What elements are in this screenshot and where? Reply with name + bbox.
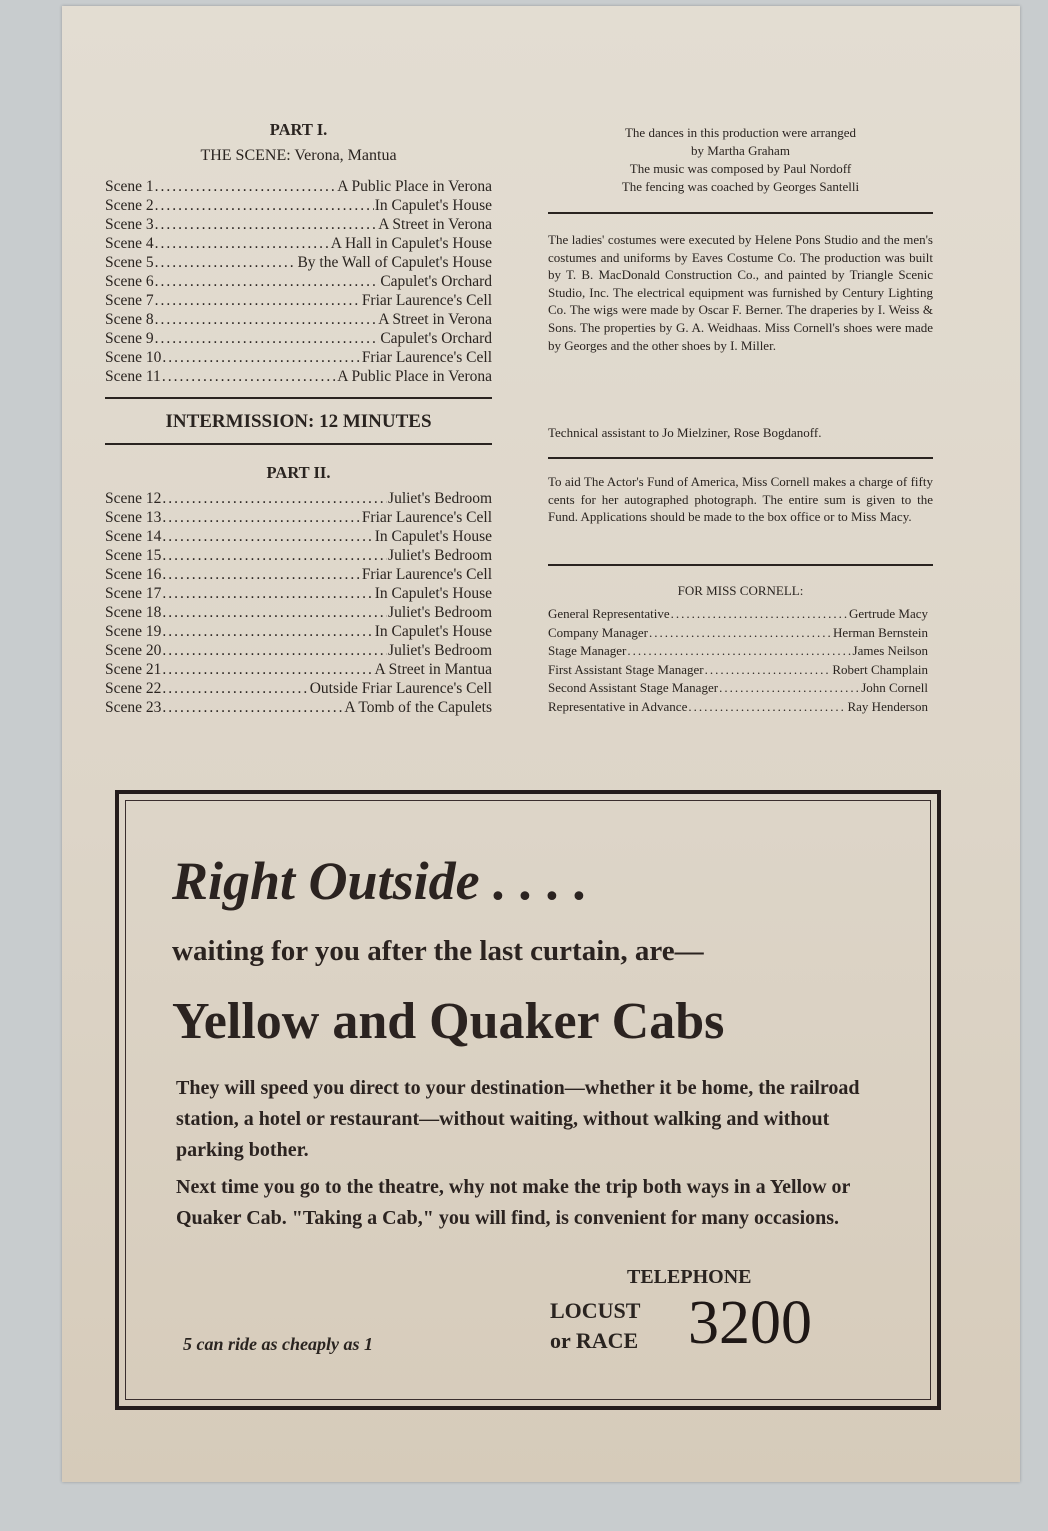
scene-row-value: Juliet's Bedroom — [388, 490, 492, 507]
actors-fund-note: To aid The Actor's Fund of America, Miss Cornell makes a charge of fifty cents for her autographed photograph. The entire sum is given to the Fund. Applications should be made to the box office or to Miss Macy. — [548, 474, 933, 525]
staff-row-value: Robert Champlain — [832, 661, 928, 677]
scene-row-value: A Street in Mantua — [374, 661, 492, 678]
exchange-race: or RACE — [550, 1328, 639, 1353]
scene-row-label: Scene 9 — [105, 330, 154, 347]
dot-leader — [162, 698, 343, 717]
scene-row-value: A Street in Verona — [378, 311, 492, 328]
dot-leader — [155, 310, 378, 329]
scene-row — [105, 348, 492, 367]
staff-row-value: Herman Bernstein — [833, 624, 928, 640]
scene-row-label: Scene 2 — [105, 197, 154, 214]
staff-row-label: First Assistant Stage Manager — [548, 661, 704, 677]
scene-row — [105, 310, 492, 329]
scene-row-label: Scene 23 — [105, 699, 162, 716]
dot-leader — [155, 177, 337, 196]
dot-leader — [155, 234, 330, 253]
staff-row-label: Stage Manager — [548, 643, 627, 658]
scene-row-label: Scene 12 — [105, 490, 162, 507]
staff-row-value: Gertrude Macy — [848, 606, 928, 621]
scene-row-value: A Hall in Capulet's House — [330, 235, 492, 252]
dot-leader — [155, 196, 374, 215]
divider — [105, 397, 492, 399]
scene-row — [105, 329, 492, 348]
staff-row — [548, 642, 928, 661]
scene-row — [105, 622, 492, 641]
scene-row — [105, 196, 492, 215]
scene-row-value: In Capulet's House — [374, 585, 492, 602]
scene-row — [105, 660, 492, 679]
part1-scene-list — [105, 177, 492, 386]
scene-row-value: A Public Place in Verona — [337, 368, 492, 385]
scene-row-label: Scene 13 — [105, 509, 162, 526]
staff-title: FOR MISS CORNELL: — [677, 583, 804, 598]
scene-row-label: Scene 3 — [105, 216, 154, 233]
scene-row-label: Scene 21 — [105, 661, 162, 678]
credit-line: by Martha Graham — [691, 143, 790, 158]
costumes-credit: The ladies' costumes were executed by Helene Pons Studio and the men's costumes and uniforms by Eaves Costume Co. The production was built by T. B. MacDonald Construction Co., and painted by Triangle Scenic Studio, Inc. The electrical equipment was furnished by Century Lighting Co. The wigs were made by Oscar F. Berner. The draperies by I. Weiss & Sons. The properties by G. A. Weidhaas. Miss Cornell's shoes were made by Georges and the other shoes by I. Miller. — [548, 232, 933, 353]
scene-row-value: In Capulet's House — [374, 623, 492, 640]
part2-scene-list — [105, 489, 492, 717]
divider — [105, 443, 492, 445]
credit-line: The fencing was coached by Georges Santelli — [621, 179, 860, 194]
dot-leader — [162, 546, 387, 565]
ad-headline: Right Outside . . . . — [172, 851, 588, 911]
dot-leader — [162, 508, 360, 527]
dot-leader — [162, 603, 387, 622]
dot-leader — [162, 348, 360, 367]
scene-row-label: Scene 20 — [105, 642, 162, 659]
staff-row-value: James Neilson — [852, 643, 928, 658]
part2-title: PART II. — [266, 463, 331, 482]
credits-header — [548, 124, 933, 196]
telephone-number: 3200 — [688, 1289, 812, 1357]
ad-subhead: waiting for you after the last curtain, are— — [172, 935, 704, 967]
scene-row-label: Scene 8 — [105, 311, 154, 328]
scene-row-value: Friar Laurence's Cell — [361, 292, 492, 309]
scene-row — [105, 508, 492, 527]
dot-leader — [719, 679, 860, 698]
scene-row-value: A Tomb of the Capulets — [344, 699, 492, 716]
dot-leader — [155, 291, 361, 310]
scene-row-value: A Street in Verona — [378, 216, 492, 233]
scene-setting: THE SCENE: Verona, Mantua — [200, 147, 397, 164]
technical-credit: Technical assistant to Jo Mielziner, Rose Bogdanoff. — [548, 425, 822, 440]
dot-leader — [162, 660, 373, 679]
ad-brand: Yellow and Quaker Cabs — [172, 993, 725, 1050]
scene-row — [105, 367, 492, 386]
dot-leader — [162, 584, 373, 603]
scene-row-label: Scene 22 — [105, 680, 162, 697]
scene-row — [105, 584, 492, 603]
dot-leader — [155, 253, 297, 272]
ad-tagline: 5 can ride as cheaply as 1 — [183, 1334, 373, 1354]
scene-row — [105, 489, 492, 508]
ad-paragraph-2: Next time you go to the theatre, why not make the trip both ways in a Yellow or Quaker Cab. "Taking a Cab," you will find, is convenient for many occasions. — [176, 1176, 851, 1229]
scene-row-value: Outside Friar Laurence's Cell — [309, 680, 492, 697]
exchange-locust: LOCUST — [550, 1298, 641, 1323]
scene-row-label: Scene 6 — [105, 273, 154, 290]
dot-leader — [705, 661, 832, 680]
dot-leader — [155, 215, 378, 234]
scene-row-value: A Public Place in Verona — [337, 178, 492, 195]
staff-row — [548, 624, 928, 643]
scene-row — [105, 272, 492, 291]
scene-row-value: In Capulet's House — [374, 197, 492, 214]
staff-row-value: John Cornell — [861, 680, 928, 695]
staff-row-label: General Representative — [548, 606, 670, 621]
scene-row-label: Scene 4 — [105, 235, 154, 252]
scene-row — [105, 177, 492, 196]
staff-row — [548, 661, 928, 680]
telephone-label: TELEPHONE — [627, 1266, 752, 1288]
dot-leader — [155, 272, 380, 291]
dot-leader — [162, 527, 373, 546]
dot-leader — [162, 679, 308, 698]
scene-row — [105, 641, 492, 660]
scene-row — [105, 546, 492, 565]
staff-row-value: Ray Henderson — [847, 698, 928, 714]
dot-leader — [162, 641, 387, 660]
scene-row-value: Capulet's Orchard — [380, 273, 492, 290]
dot-leader — [162, 489, 387, 508]
ad-paragraph-1: They will speed you direct to your destination—whether it be home, the railroad station, a hotel or restaurant—without waiting, without walking and without parking bother. — [176, 1077, 860, 1161]
credit-line: The music was composed by Paul Nordoff — [629, 161, 852, 176]
scene-row — [105, 527, 492, 546]
scene-row-label: Scene 15 — [105, 547, 162, 564]
part1-title: PART I. — [269, 120, 328, 139]
scene-row — [105, 215, 492, 234]
scene-row-label: Scene 14 — [105, 528, 162, 545]
staff-row — [548, 679, 928, 698]
scene-row-label: Scene 10 — [105, 349, 162, 366]
scene-row-value: Friar Laurence's Cell — [361, 509, 492, 526]
scene-row-label: Scene 5 — [105, 254, 154, 271]
scene-row-label: Scene 7 — [105, 292, 154, 309]
staff-row-label: Representative in Advance — [548, 698, 688, 714]
scene-row-value: By the Wall of Capulet's House — [297, 254, 492, 271]
scene-row-value: In Capulet's House — [374, 528, 492, 545]
scene-row — [105, 603, 492, 622]
dot-leader — [627, 642, 851, 661]
credit-line: The dances in this production were arranged — [624, 125, 857, 140]
staff-row-label: Second Assistant Stage Manager — [548, 680, 719, 695]
staff-list — [548, 605, 928, 716]
scene-row-label: Scene 1 — [105, 178, 154, 195]
scene-row — [105, 253, 492, 272]
scene-row-value: Juliet's Bedroom — [388, 604, 492, 621]
intermission: INTERMISSION: 12 MINUTES — [165, 411, 432, 432]
divider — [548, 212, 933, 214]
dot-leader — [162, 565, 360, 584]
staff-row — [548, 698, 928, 717]
scene-row-value: Friar Laurence's Cell — [361, 566, 492, 583]
scene-row-label: Scene 19 — [105, 623, 162, 640]
divider — [548, 564, 933, 566]
scene-row-label: Scene 17 — [105, 585, 162, 602]
dot-leader — [162, 622, 373, 641]
scene-row-value: Friar Laurence's Cell — [361, 349, 492, 366]
scene-row — [105, 679, 492, 698]
staff-row-label: Company Manager — [548, 624, 649, 640]
scene-row-value: Juliet's Bedroom — [388, 547, 492, 564]
dot-leader — [155, 329, 380, 348]
divider — [548, 457, 933, 459]
dot-leader — [688, 698, 846, 717]
scene-row — [105, 698, 492, 717]
scene-row-label: Scene 16 — [105, 566, 162, 583]
scene-row-value: Capulet's Orchard — [380, 330, 492, 347]
dot-leader — [162, 367, 336, 386]
scene-row-value: Juliet's Bedroom — [388, 642, 492, 659]
dot-leader — [671, 605, 848, 624]
dot-leader — [649, 624, 832, 643]
scene-row — [105, 234, 492, 253]
scene-row — [105, 291, 492, 310]
scene-row-label: Scene 18 — [105, 604, 162, 621]
staff-row — [548, 605, 928, 624]
scene-row — [105, 565, 492, 584]
scene-row-label: Scene 11 — [105, 368, 161, 385]
